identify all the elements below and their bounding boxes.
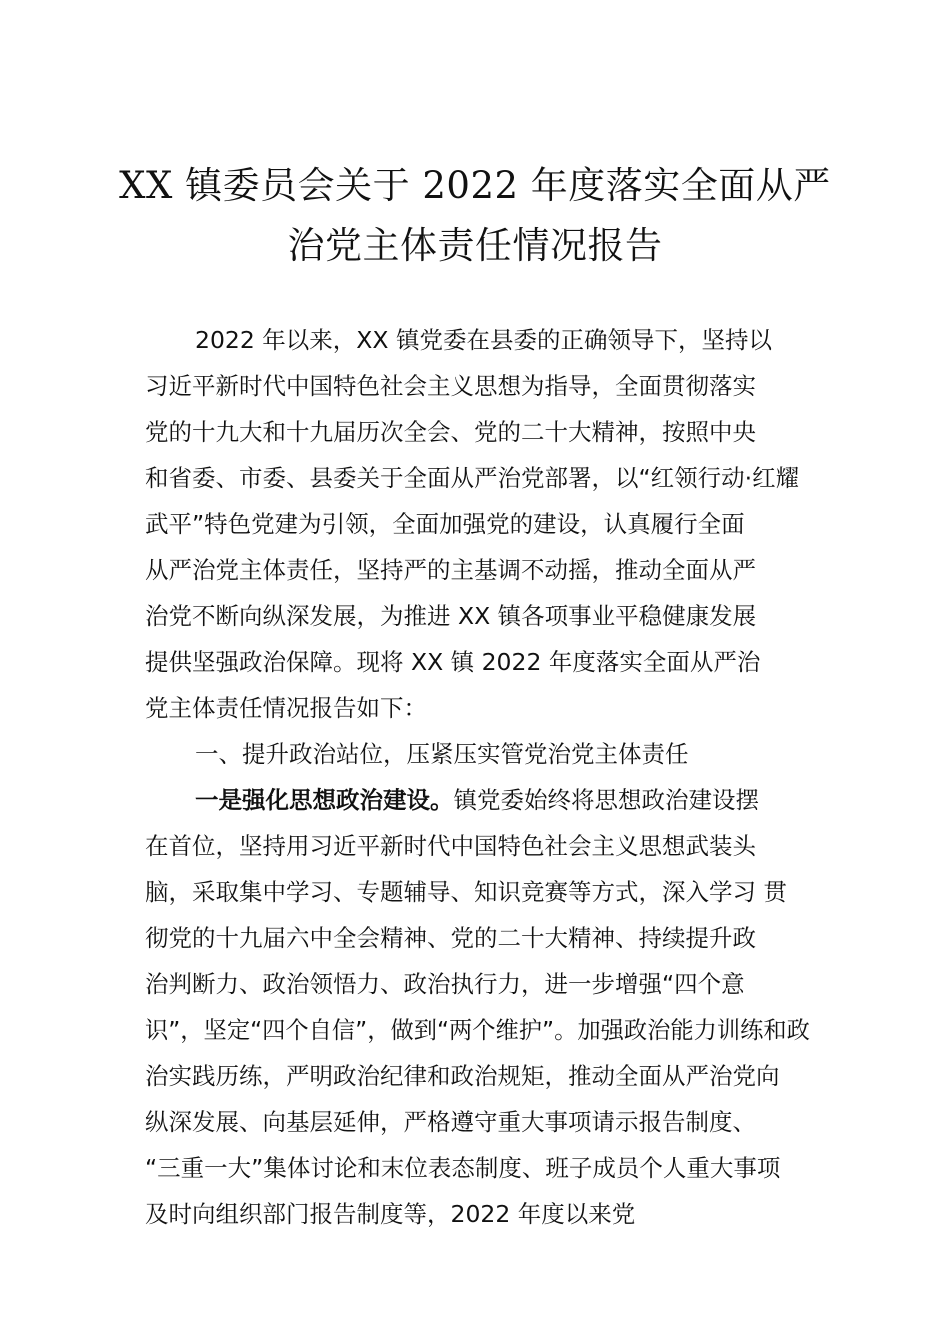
- line-text: 党主体责任情况报告如下：: [145, 694, 427, 722]
- paragraph-line: [145, 869, 810, 915]
- paragraph-line: [145, 731, 810, 777]
- paragraph-line: [145, 915, 810, 961]
- document-body: [145, 317, 810, 1237]
- line-text: 在首位，坚持用习近平新时代中国特色社会主义思想武装头: [145, 832, 756, 860]
- line-text: 识”，坚定“四个自信”，做到“两个维护”。加强政治能力训练和政: [145, 1016, 810, 1044]
- line-text: 纵深发展、向基层延伸，严格遵守重大事项请示报告制度、: [145, 1108, 756, 1136]
- line-text: 治实践历练，严明政治纪律和政治规矩，推动全面从严治党向: [145, 1062, 780, 1090]
- line-text: 从严治党主体责任，坚持严的主基调不动摇，推动全面从严: [145, 556, 756, 584]
- paragraph-line: [145, 547, 810, 593]
- line-text: 治判断力、政治领悟力、政治执行力，进一步增强“四个意: [145, 970, 745, 998]
- line-text: “三重一大”集体讨论和末位表态制度、班子成员个人重大事项: [145, 1154, 781, 1182]
- paragraph-line: [145, 1191, 810, 1237]
- paragraph-line: [145, 409, 810, 455]
- bold-lead-phrase: 一是强化思想政治建设。: [195, 786, 454, 814]
- line-text: 2022 年以来，XX 镇党委在县委的正确领导下，坚持以: [195, 326, 772, 354]
- paragraph-line: [145, 593, 810, 639]
- line-text: 治党不断向纵深发展，为推进 XX 镇各项事业平稳健康发展: [145, 602, 757, 630]
- paragraph-line: [145, 317, 810, 363]
- document-title-line-2: 治党主体责任情况报告: [287, 224, 663, 267]
- line-text: 党的十九大和十九届历次全会、党的二十大精神，按照中央: [145, 418, 756, 446]
- line-text: 和省委、市委、县委关于全面从严治党部署，以“红领行动·红耀: [145, 464, 800, 492]
- line-text: 提供坚强政治保障。现将 XX 镇 2022 年度落实全面从严治: [145, 648, 761, 676]
- line-text: 镇党委始终将思想政治建设摆: [453, 786, 759, 814]
- line-text: 脑，采取集中学习、专题辅导、知识竞赛等方式，深入学习 贯: [145, 878, 787, 906]
- paragraph-line: [145, 1007, 810, 1053]
- line-text: 及时向组织部门报告制度等，2022 年度以来党: [145, 1200, 636, 1228]
- paragraph-line: [145, 639, 810, 685]
- paragraph-line: [145, 1099, 810, 1145]
- paragraph-line: [145, 961, 810, 1007]
- paragraph-line: [145, 685, 810, 731]
- line-text: 彻党的十九届六中全会精神、党的二十大精神、持续提升政: [145, 924, 756, 952]
- line-text: 一、提升政治站位，压紧压实管党治党主体责任: [195, 740, 689, 768]
- line-text: 习近平新时代中国特色社会主义思想为指导，全面贯彻落实: [145, 372, 756, 400]
- paragraph-line: [145, 501, 810, 547]
- paragraph-line: [145, 363, 810, 409]
- paragraph-line: [145, 1145, 810, 1191]
- paragraph-line: [145, 777, 810, 823]
- paragraph-line: [145, 823, 810, 869]
- line-text: 武平”特色党建为引领，全面加强党的建设，认真履行全面: [145, 510, 745, 538]
- paragraph-line: [145, 455, 810, 501]
- document-title-line-1: XX 镇委员会关于 2022 年度落实全面从严: [119, 164, 831, 207]
- paragraph-line: [145, 1053, 810, 1099]
